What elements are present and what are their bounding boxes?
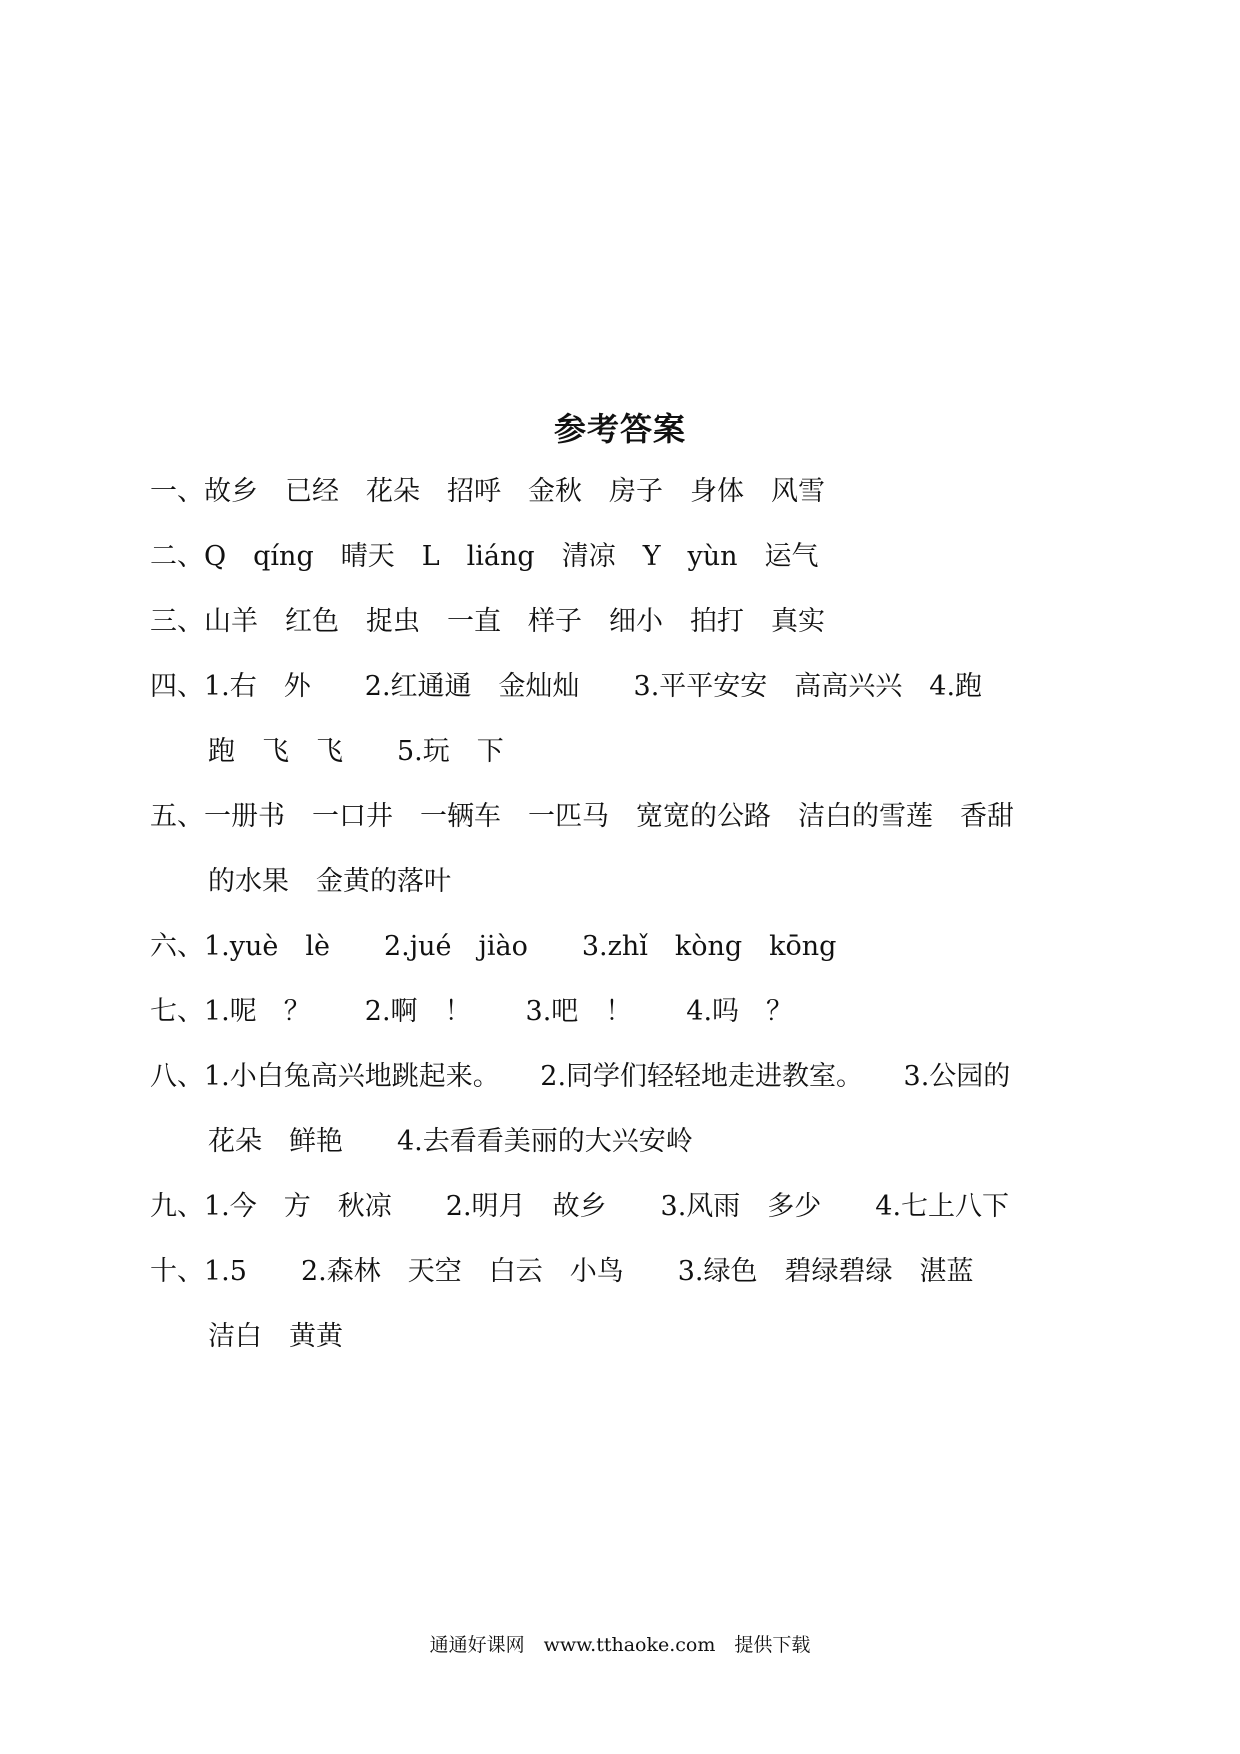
answer-7: 七、1.呢 ？ 2.啊 ！ 3.吧 ！ 4.吗 ？ bbox=[150, 996, 794, 1027]
answer-5-continued: 的水果 金黄的落叶 bbox=[208, 866, 451, 897]
answer-10: 十、1.5 2.森林 天空 白云 小鸟 3.绿色 碧绿碧绿 湛蓝 bbox=[150, 1256, 974, 1287]
page-title: 参考答案 bbox=[553, 410, 686, 448]
answer-5: 五、一册书 一口井 一辆车 一匹马 宽宽的公路 洁白的雪莲 香甜 bbox=[150, 801, 1014, 832]
answer-4-continued: 跑 飞 飞 5.玩 下 bbox=[208, 736, 504, 767]
answer-1: 一、故乡 已经 花朵 招呼 金秋 房子 身体 风雪 bbox=[150, 476, 825, 507]
answer-2: 二、Q qíng 晴天 L liáng 清凉 Y yùn 运气 bbox=[150, 541, 819, 572]
answer-6: 六、1.yuè lè 2.jué jiào 3.zhǐ kòng kōng bbox=[150, 931, 837, 962]
answer-4: 四、1.右 外 2.红通通 金灿灿 3.平平安安 高高兴兴 4.跑 bbox=[150, 671, 983, 702]
answer-8-continued: 花朵 鲜艳 4.去看看美丽的大兴安岭 bbox=[208, 1126, 693, 1157]
answer-list bbox=[150, 468, 1100, 1378]
footer-text: 通通好课网 www.tthaoke.com 提供下载 bbox=[429, 1634, 811, 1656]
answer-3: 三、山羊 红色 捉虫 一直 样子 细小 拍打 真实 bbox=[150, 606, 825, 637]
answer-8: 八、1.小白兔高兴地跳起来。 2.同学们轻轻地走进教室。 3.公园的 bbox=[150, 1061, 1011, 1092]
answer-9: 九、1.今 方 秋凉 2.明月 故乡 3.风雨 多少 4.七上八下 bbox=[150, 1191, 1010, 1222]
answer-10-continued: 洁白 黄黄 bbox=[208, 1321, 343, 1352]
